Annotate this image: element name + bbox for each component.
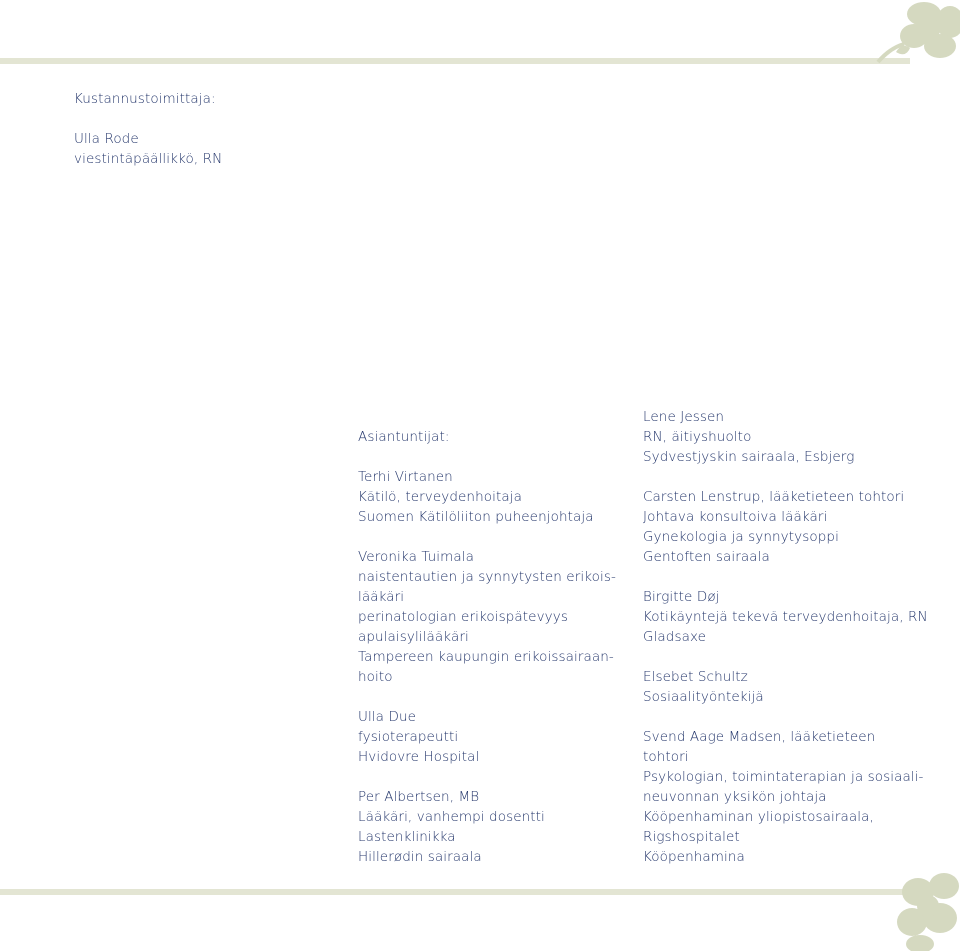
experts-right-list xyxy=(643,407,928,867)
expert-detail: Tampereen kaupungin erikoissairaan- xyxy=(358,649,614,665)
clover-icon xyxy=(868,0,960,64)
expert-detail: Kätilö, terveydenhoitaja xyxy=(358,489,522,505)
expert-detail: tohtori xyxy=(643,749,689,765)
expert-detail: Hillerødin sairaala xyxy=(358,849,482,865)
expert-detail: fysioterapeutti xyxy=(358,729,459,745)
expert-detail: neuvonnan yksikön johtaja xyxy=(643,789,827,805)
expert-detail: perinatologian erikoispätevyys xyxy=(358,609,568,625)
editor-block xyxy=(74,89,222,189)
expert-entry xyxy=(358,707,616,767)
expert-detail: apulaisylilääkäri xyxy=(358,629,469,645)
experts-heading: Asiantuntijat: xyxy=(358,429,450,445)
editor-name: Ulla Rode xyxy=(74,131,139,147)
expert-detail: Kööpenhaminan yliopistosairaala, xyxy=(643,809,874,825)
expert-detail: Psykologian, toimintaterapian ja sosiaali- xyxy=(643,769,924,785)
experts-left-list xyxy=(358,467,616,867)
expert-entry xyxy=(643,727,928,867)
experts-right-column xyxy=(643,407,928,887)
expert-entry xyxy=(643,667,928,707)
expert-detail: Gladsaxe xyxy=(643,629,707,645)
expert-entry xyxy=(358,787,616,867)
expert-entry xyxy=(358,467,616,527)
expert-entry xyxy=(643,487,928,567)
expert-name: Svend Aage Madsen, lääketieteen xyxy=(643,729,876,745)
expert-detail: Suomen Kätilöliiton puheenjohtaja xyxy=(358,509,594,525)
expert-name: Per Albertsen, MB xyxy=(358,789,480,805)
expert-detail: Johtava konsultoiva lääkäri xyxy=(643,509,828,525)
expert-detail: Sydvestjyskin sairaala, Esbjerg xyxy=(643,449,855,465)
expert-detail: Kööpenhamina xyxy=(643,849,745,865)
expert-detail: Gynekologia ja synnytysoppi xyxy=(643,529,839,545)
expert-name: Ulla Due xyxy=(358,709,417,725)
expert-detail: Hvidovre Hospital xyxy=(358,749,480,765)
expert-name: Lene Jessen xyxy=(643,409,725,425)
expert-detail: Rigshospitalet xyxy=(643,829,740,845)
expert-entry xyxy=(643,587,928,647)
expert-entry xyxy=(358,547,616,687)
expert-name: Elsebet Schultz xyxy=(643,669,748,685)
bottom-decorative-band xyxy=(0,889,905,895)
expert-name: Carsten Lenstrup, lääketieteen tohtori xyxy=(643,489,905,505)
expert-detail: lääkäri xyxy=(358,589,405,605)
experts-left-column xyxy=(358,427,616,887)
expert-name: Birgitte Døj xyxy=(643,589,720,605)
expert-detail: Kotikäyntejä tekevä terveydenhoitaja, RN xyxy=(643,609,928,625)
expert-entry xyxy=(643,407,928,467)
expert-detail: Lastenklinikka xyxy=(358,829,456,845)
expert-detail: RN, äitiyshuolto xyxy=(643,429,752,445)
expert-name: Veronika Tuimala xyxy=(358,549,475,565)
editor-heading: Kustannustoimittaja: xyxy=(74,91,216,107)
expert-detail: Gentoften sairaala xyxy=(643,549,770,565)
top-decorative-band xyxy=(0,58,910,64)
expert-detail: hoito xyxy=(358,669,393,685)
expert-detail: Lääkäri, vanhempi dosentti xyxy=(358,809,545,825)
editor-title: viestintäpäällikkö, RN xyxy=(74,151,223,167)
expert-detail: Sosiaalityöntekijä xyxy=(643,689,764,705)
expert-detail: naistentautien ja synnytysten erikois- xyxy=(358,569,616,585)
expert-name: Terhi Virtanen xyxy=(358,469,453,485)
